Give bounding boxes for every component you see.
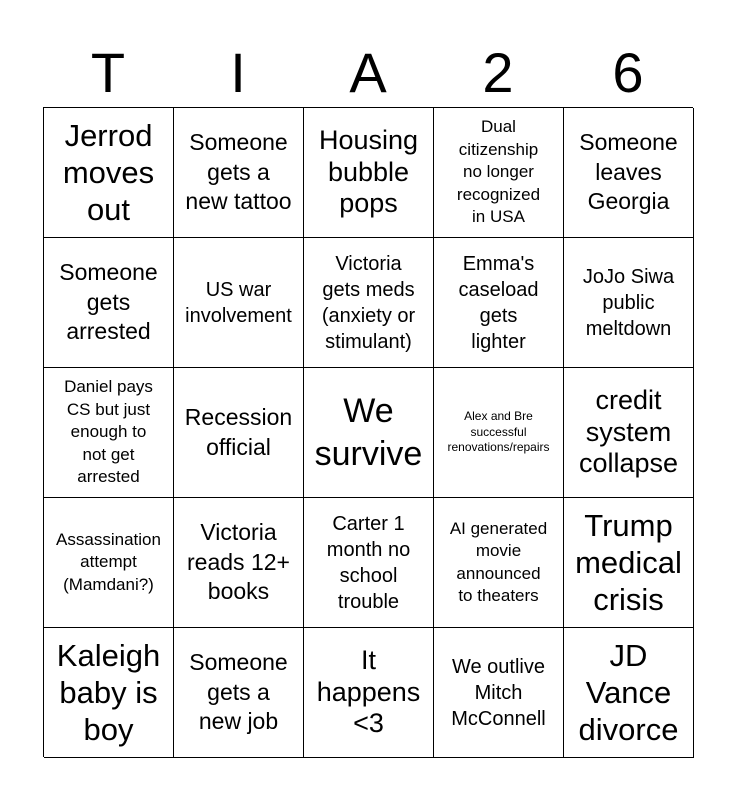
bingo-cell[interactable] <box>174 238 304 368</box>
cell-text: credit system collapse <box>578 385 679 479</box>
cell-text: Victoria reads 12+ books <box>187 518 290 605</box>
bingo-cell[interactable] <box>564 628 694 758</box>
bingo-cell[interactable] <box>304 238 434 368</box>
bingo-header <box>43 40 693 106</box>
cell-text: Kaleigh baby is boy <box>56 637 161 748</box>
bingo-cell[interactable] <box>434 238 564 368</box>
cell-text: Someone gets arrested <box>59 258 158 345</box>
cell-text: We survive <box>314 392 423 473</box>
cell-text: US war involvement <box>185 278 292 327</box>
bingo-cell[interactable] <box>564 238 694 368</box>
header-letter: 2 <box>482 41 514 104</box>
bingo-cell[interactable] <box>44 108 174 238</box>
cell-text: Housing bubble pops <box>318 125 419 219</box>
bingo-cell[interactable] <box>434 498 564 628</box>
bingo-cell[interactable] <box>174 108 304 238</box>
cell-text: Dual citizenship no longer recognized in USA <box>456 117 541 227</box>
cell-text: Victoria gets meds (anxiety or stimulant) <box>321 252 416 353</box>
bingo-cell[interactable] <box>304 628 434 758</box>
cell-text: We outlive Mitch McConnell <box>451 655 546 730</box>
bingo-cell[interactable] <box>564 108 694 238</box>
bingo-cell[interactable] <box>44 238 174 368</box>
header-letter: 6 <box>612 41 644 104</box>
bingo-cell[interactable] <box>564 498 694 628</box>
cell-text: AI generated movie announced to theaters <box>449 518 548 605</box>
cell-text: JD Vance divorce <box>578 637 679 748</box>
cell-text: It happens <3 <box>316 645 421 739</box>
cell-text: Someone gets a new job <box>189 648 288 735</box>
bingo-cell[interactable] <box>174 628 304 758</box>
bingo-cell[interactable] <box>434 368 564 498</box>
bingo-cell[interactable] <box>434 628 564 758</box>
cell-text: Someone gets a new tattoo <box>185 128 292 215</box>
header-letter: I <box>230 41 246 104</box>
cell-text: JoJo Siwa public meltdown <box>582 265 675 340</box>
bingo-cell[interactable] <box>174 368 304 498</box>
bingo-board <box>43 107 693 757</box>
cell-text: Jerrod moves out <box>62 117 155 228</box>
bingo-cell[interactable] <box>564 368 694 498</box>
cell-text: Recession official <box>184 403 293 460</box>
bingo-cell[interactable] <box>304 108 434 238</box>
cell-text: Someone leaves Georgia <box>579 128 678 215</box>
bingo-cell free-space[interactable] <box>304 368 434 498</box>
cell-text: Emma's caseload gets lighter <box>458 252 539 353</box>
bingo-cell[interactable] <box>44 368 174 498</box>
bingo-cell[interactable] <box>44 628 174 758</box>
bingo-cell[interactable] <box>174 498 304 628</box>
cell-text: Trump medical crisis <box>575 507 682 618</box>
cell-text: Alex and Bre successful renovations/repairs <box>447 409 550 455</box>
bingo-cell[interactable] <box>434 108 564 238</box>
header-letter: A <box>349 41 387 104</box>
cell-text: Carter 1 month no school trouble <box>326 512 411 613</box>
bingo-cell[interactable] <box>44 498 174 628</box>
header-letter: T <box>90 41 126 104</box>
bingo-cell[interactable] <box>304 498 434 628</box>
cell-text: Daniel pays CS but just enough to not get arrested <box>64 377 153 487</box>
cell-text: Assassination attempt (Mamdani?) <box>56 529 161 594</box>
